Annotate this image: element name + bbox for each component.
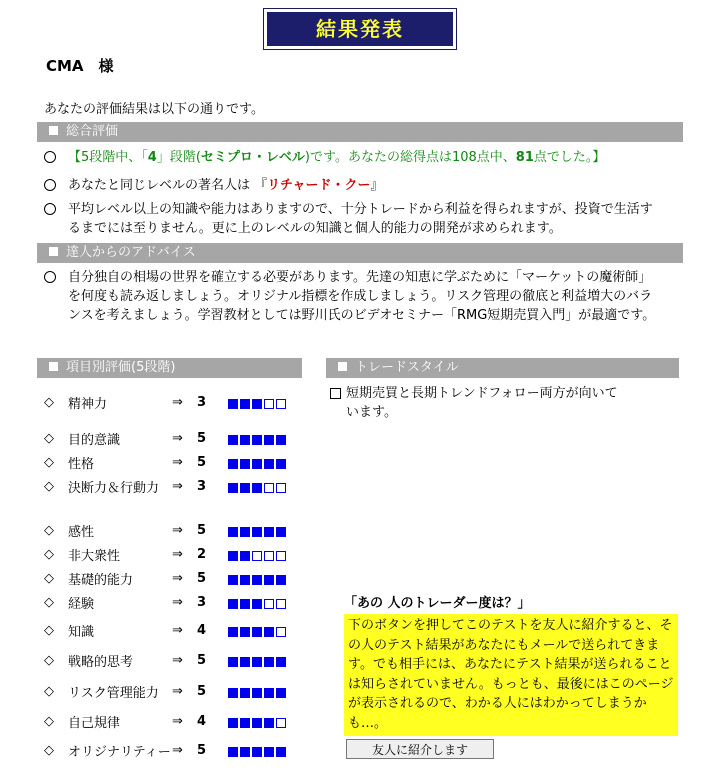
filled-square-icon [276,747,286,757]
item-label: 経験 [68,597,95,612]
filled-square-icon [240,718,250,728]
score-meter [228,434,288,449]
filled-square-icon [228,399,238,409]
filled-square-icon [252,527,262,537]
item-row [44,392,309,416]
filled-square-icon [228,575,238,585]
item-label: 基礎的能力 [68,573,134,588]
filled-square-icon [240,459,250,469]
item-label: 目的意識 [68,433,121,448]
celebrity-close-bracket: 』 [370,178,384,193]
empty-square-icon [264,483,274,493]
diamond-bullet-icon: ◇ [44,479,54,494]
trader-note-text: 下のボタンを押してこのテストを友人に紹介すると、その人のテスト結果があなたにもメールで送られてきます。でも相手には、あなたにテスト結果が送られることは知らされていません。もっとも、最後にはこのページが表示されるので、わかる人にはわかってしまうかも…。 [348,618,674,731]
item-label: 精神力 [68,397,108,412]
score-meter [228,398,288,413]
item-row [44,568,309,592]
diamond-bullet-icon: ◇ [44,455,54,470]
filled-square-icon [228,657,238,667]
trader-title: 「あの 人のトレーダー度は？」 [344,596,531,611]
filled-square-icon [276,688,286,698]
overall-summary-text [68,148,664,167]
diamond-bullet-icon: ◇ [44,653,54,668]
item-label: 決断力＆行動力 [68,481,160,496]
item-row [44,476,309,500]
empty-square-icon [264,599,274,609]
square-icon [338,362,347,371]
item-score: 4 [197,714,207,729]
item-row [44,650,309,674]
overall-celebrity [44,176,664,195]
arrow-icon: ⇒ [172,653,183,668]
filled-square-icon [240,435,250,445]
overall-comment-text: 平均レベル以上の知識や能力はありますので、十分トレードから利益を得られますが、投資で生活するまでには至りません。更に上のレベルの知識と個人的能力の開発が求められます。 [68,202,653,236]
summary-suffix: 点でした。】 [533,150,606,165]
filled-square-icon [240,575,250,585]
item-row [44,544,309,568]
filled-square-icon [240,688,250,698]
item-row [44,740,309,764]
level-name: セミプロ・レベル [200,150,305,165]
filled-square-icon [240,551,250,561]
filled-square-icon [264,459,274,469]
filled-square-icon [252,599,262,609]
celebrity-prefix: あなたと同じレベルの著名人は [68,178,251,193]
user-name: CMA 様 [46,57,114,75]
filled-square-icon [252,435,262,445]
item-label: 戦略的思考 [68,655,134,670]
diamond-bullet-icon: ◇ [44,623,54,638]
empty-square-icon [276,483,286,493]
item-score: 3 [197,479,207,494]
filled-square-icon [264,688,274,698]
filled-square-icon [252,688,262,698]
filled-square-icon [240,627,250,637]
celebrity-text [68,176,664,195]
score-meter [228,746,288,761]
diamond-bullet-icon: ◇ [44,431,54,446]
section-trade-style [326,358,679,378]
circle-bullet-icon [44,151,56,163]
filled-square-icon [228,718,238,728]
item-label: リスク管理能力 [68,686,159,701]
arrow-icon: ⇒ [172,714,183,729]
diamond-bullet-icon: ◇ [44,743,54,758]
item-row [44,428,309,452]
item-label: 非大衆性 [68,549,121,564]
section-items-label: 項目別評価(5段階) [66,360,176,375]
arrow-icon: ⇒ [172,623,183,638]
filled-square-icon [228,527,238,537]
arrow-icon: ⇒ [172,479,183,494]
item-row [44,711,309,735]
score-meter [228,626,288,641]
filled-square-icon [228,435,238,445]
filled-square-icon [228,747,238,757]
summary-prefix: 【5段階中、「 [68,150,148,165]
advice-row [44,268,664,325]
square-icon [49,362,58,371]
empty-square-icon [252,551,262,561]
item-row [44,452,309,476]
checkbox-bullet-icon [330,388,341,399]
arrow-icon: ⇒ [172,571,183,586]
filled-square-icon [264,747,274,757]
filled-square-icon [240,599,250,609]
filled-square-icon [252,657,262,667]
empty-square-icon [276,718,286,728]
circle-bullet-icon [44,179,56,191]
diamond-bullet-icon: ◇ [44,547,54,562]
filled-square-icon [252,627,262,637]
item-score: 5 [197,743,207,758]
filled-square-icon [240,747,250,757]
item-score: 4 [197,623,207,638]
filled-square-icon [276,435,286,445]
score-meter [228,687,288,702]
item-label: 知識 [68,625,95,640]
item-label: 性格 [68,457,95,472]
filled-square-icon [228,483,238,493]
diamond-bullet-icon: ◇ [44,571,54,586]
filled-square-icon [264,627,274,637]
item-score: 3 [197,595,207,610]
filled-square-icon [228,627,238,637]
result-title-box [263,8,457,50]
item-score: 5 [197,455,207,470]
item-label: 感性 [68,525,95,540]
item-row [44,520,309,544]
arrow-icon: ⇒ [172,523,183,538]
item-score: 2 [197,547,207,562]
diamond-bullet-icon: ◇ [44,523,54,538]
score-meter [228,526,288,541]
score-meter [228,717,288,732]
empty-square-icon [276,627,286,637]
filled-square-icon [264,527,274,537]
page-title: 結果発表 [267,12,453,46]
filled-square-icon [228,599,238,609]
item-score: 5 [197,523,207,538]
filled-square-icon [276,575,286,585]
filled-square-icon [252,747,262,757]
intro-text: あなたの評価結果は以下の通りです。 [44,102,264,117]
diamond-bullet-icon: ◇ [44,714,54,729]
arrow-icon: ⇒ [172,684,183,699]
filled-square-icon [252,718,262,728]
section-trade-style-label: トレードスタイル [355,360,459,375]
filled-square-icon [276,459,286,469]
arrow-icon: ⇒ [172,395,183,410]
trader-note [344,614,678,736]
total-score: 81 [515,150,534,165]
arrow-icon: ⇒ [172,547,183,562]
score-meter [228,656,288,671]
score-meter [228,574,288,589]
item-score: 5 [197,653,207,668]
section-advice-label: 達人からのアドバイス [66,245,196,260]
circle-bullet-icon [44,203,56,215]
filled-square-icon [276,657,286,667]
overall-summary [44,148,664,167]
item-score: 5 [197,684,207,699]
section-items [37,358,302,378]
filled-square-icon [228,551,238,561]
score-meter [228,482,288,497]
trade-style-text: 短期売買と長期トレンドフォロー両方が向いています。 [346,386,618,420]
arrow-icon: ⇒ [172,455,183,470]
empty-square-icon [264,551,274,561]
filled-square-icon [264,575,274,585]
summary-mid1: 」段階( [156,150,201,165]
advice-text: 自分独自の相場の世界を確立する必要があります。先達の知恵に学ぶために「マーケットの魔術師」を何度も読み返しましょう。オリジナル指標を作成しましょう。リスク管理の徹底と利益増大のバランスを考えましょう。学習教材としては野川氏のビデオセミナー「RMG短期売買入門」が最適です。 [68,270,656,323]
filled-square-icon [264,718,274,728]
item-row [44,620,309,644]
filled-square-icon [252,483,262,493]
filled-square-icon [240,527,250,537]
item-label: 自己規律 [68,716,121,731]
score-meter [228,458,288,473]
item-row [44,592,309,616]
item-score: 3 [197,395,207,410]
section-overall [37,122,683,142]
filled-square-icon [252,575,262,585]
item-label: オリジナリティー [68,745,171,760]
celebrity-open-bracket: 『 [254,178,268,193]
share-with-friend-button[interactable]: 友人に紹介します [346,739,494,759]
diamond-bullet-icon: ◇ [44,595,54,610]
filled-square-icon [240,657,250,667]
empty-square-icon [276,399,286,409]
arrow-icon: ⇒ [172,595,183,610]
empty-square-icon [276,599,286,609]
filled-square-icon [252,459,262,469]
overall-comment [44,200,664,238]
section-overall-label: 総合評価 [66,124,119,139]
arrow-icon: ⇒ [172,743,183,758]
item-row [44,681,309,705]
celebrity-name: リチャード・クー [267,178,371,193]
empty-square-icon [276,551,286,561]
score-meter [228,550,288,565]
filled-square-icon [228,459,238,469]
summary-mid2: )です。あなたの総得点は108点中、 [304,150,516,165]
diamond-bullet-icon: ◇ [44,395,54,410]
filled-square-icon [228,688,238,698]
filled-square-icon [264,435,274,445]
filled-square-icon [240,399,250,409]
score-meter [228,598,288,613]
filled-square-icon [252,399,262,409]
filled-square-icon [264,657,274,667]
section-advice [37,243,683,263]
square-icon [49,126,58,135]
item-score: 5 [197,571,207,586]
filled-square-icon [276,527,286,537]
arrow-icon: ⇒ [172,431,183,446]
empty-square-icon [264,399,274,409]
item-score: 5 [197,431,207,446]
level-number: 4 [147,150,157,165]
circle-bullet-icon [44,271,56,283]
diamond-bullet-icon: ◇ [44,684,54,699]
filled-square-icon [240,483,250,493]
square-icon [49,247,58,256]
